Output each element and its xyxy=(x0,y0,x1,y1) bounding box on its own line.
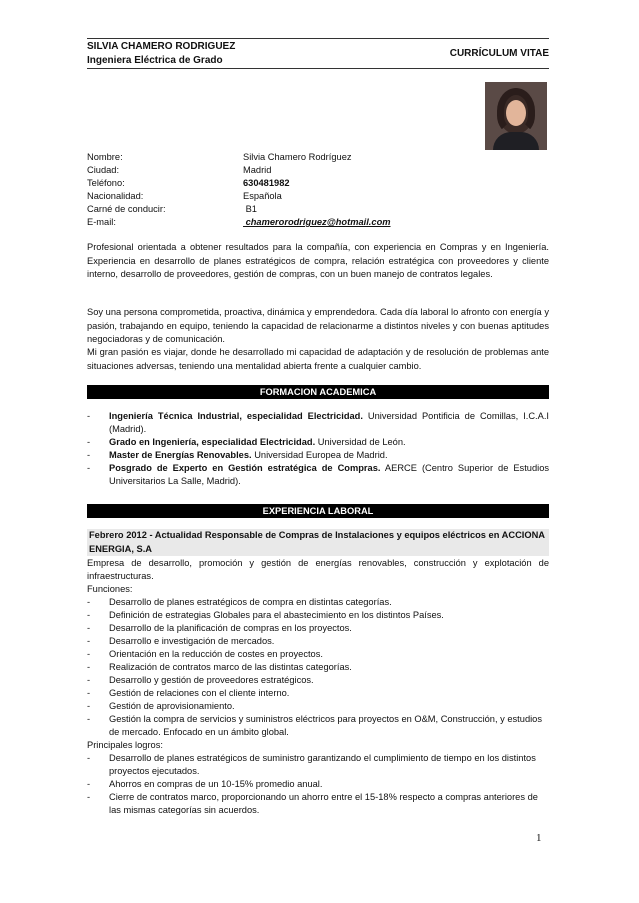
achievements-label: Principales logros: xyxy=(87,740,163,750)
function-text: Gestión de relaciones con el cliente interno. xyxy=(109,688,290,698)
education-list xyxy=(87,410,549,488)
profile-paragraph-1: Profesional orientada a obtener resultados para la compañía, con experiencia en Compras y en Ingeniería. Experiencia en desarrollo de planes estratégicos de compra, relación estratégica con proveedores y cliente interno, desarrollo de proveedores, gestión de compras, con un buen manejo de contratos legales. xyxy=(87,242,549,280)
info-row-email xyxy=(87,216,549,229)
achievement-text: Desarrollo de planes estratégicos de suministro garantizando el cumplimiento de tiempo en los distintos proyectos ejecutados. xyxy=(109,753,536,776)
info-row-phone xyxy=(87,177,549,190)
list-item: - Cierre de contratos marco, proporcionando un ahorro entre el 15-18% respecto a compras anteriores de las mismas categorías sin acuerdos. xyxy=(87,791,549,817)
list-item: - Master de Energías Renovables. Universidad Europea de Madrid. xyxy=(87,450,388,460)
list-item: - Desarrollo de la planificación de compras en los proyectos. xyxy=(87,622,549,635)
function-text: Gestión de aprovisionamiento. xyxy=(109,701,235,711)
personal-info xyxy=(87,151,549,229)
list-item: - Orientación en la reducción de costes en proyectos. xyxy=(87,648,549,661)
functions-label: Funciones: xyxy=(87,584,133,594)
info-value: Española xyxy=(243,191,282,201)
document-title: CURRÍCULUM VITAE xyxy=(449,48,549,59)
function-text: Desarrollo de la planificación de compras en los proyectos. xyxy=(109,623,352,633)
function-text: Orientación en la reducción de costes en proyectos. xyxy=(109,649,323,659)
info-key: Nombre: xyxy=(87,152,123,162)
list-item: - Definición de estrategias Globales para el abastecimiento en los distintos Países. xyxy=(87,609,549,622)
info-key: Carné de conducir: xyxy=(87,204,166,214)
page-header xyxy=(87,40,549,68)
profile-photo xyxy=(485,82,547,150)
function-text: Gestión la compra de servicios y suministros eléctricos para proyectos en O&M, Construcción, y estudios de mercado. Enfocado en un ámbito global. xyxy=(109,714,542,737)
info-key: Ciudad: xyxy=(87,165,120,175)
list-item: - Gestión la compra de servicios y suministros eléctricos para proyectos en O&M, Construcción, y estudios de mercado. Enfocado en un ámbito global. xyxy=(87,713,549,739)
info-row-nationality xyxy=(87,190,549,203)
achievement-text: Cierre de contratos marco, proporcionando un ahorro entre el 15-18% respecto a compras anteriores de las mismas categorías sin acuerdos. xyxy=(109,792,538,815)
degree-institution: Universidad Europea de Madrid. xyxy=(251,450,388,460)
degree-institution: AERCE (Centro Superior de Estudios Universitarios La Salle, Madrid). xyxy=(109,463,550,486)
degree-institution: Universidad de León. xyxy=(315,437,406,447)
info-key: Nacionalidad: xyxy=(87,191,144,201)
list-item: - Gestión de aprovisionamiento. xyxy=(87,700,549,713)
achievement-text: Ahorros en compras de un 10-15% promedio anual. xyxy=(109,779,323,789)
company-description: Empresa de desarrollo, promoción y gestión de energías renovables, construcción y explotación de infraestructuras. xyxy=(87,558,549,581)
function-text: Desarrollo de planes estratégicos de compra en distintas categorías. xyxy=(109,597,392,607)
page-number: 1 xyxy=(536,832,542,844)
info-row-name xyxy=(87,151,549,164)
function-text: Realización de contratos marco de las distintas categorías. xyxy=(109,662,352,672)
experience-body xyxy=(87,557,549,817)
job-heading xyxy=(87,529,549,556)
profile-paragraph-3: Mi gran pasión es viajar, donde he desarrollado mi capacidad de adaptación y de resolución de problemas ante situaciones adversas, teniendo una mentalidad abierta frente a cualquier cambio. xyxy=(87,347,549,371)
list-item: - Realización de contratos marco de las distintas categorías. xyxy=(87,661,549,674)
degree-title: Ingeniería Técnica Industrial, especialidad Electricidad. xyxy=(109,411,363,421)
section-heading-experience: EXPERIENCIA LABORAL xyxy=(87,504,549,518)
degree-institution: Universidad Pontificia de Comillas, I.C.A.I (Madrid). xyxy=(109,411,549,434)
list-item: - Ahorros en compras de un 10-15% promedio anual. xyxy=(87,778,549,791)
list-item: - Posgrado de Experto en Gestión estratégica de Compras. AERCE (Centro Superior de Estudios Universitarios La Salle, Madrid). xyxy=(87,463,550,486)
profile-paragraph-2: Soy una persona comprometida, proactiva, dinámica y emprendedora. Cada día laboral lo afronto con energía y pasión, trabajando en equipo, teniendo la capacidad de relacionarme a distintos niveles y con buenas aptitudes negociadoras y de comunicación. xyxy=(87,307,549,345)
info-key: E-mail: xyxy=(87,217,116,227)
info-value: B1 xyxy=(243,204,257,214)
list-item: - Desarrollo e investigación de mercados. xyxy=(87,635,549,648)
info-value: Madrid xyxy=(243,165,272,175)
list-item: - Gestión de relaciones con el cliente interno. xyxy=(87,687,549,700)
degree-title: Posgrado de Experto en Gestión estratégica de Compras. xyxy=(109,463,381,473)
job-title: Febrero 2012 - Actualidad Responsable de Compras de Instalaciones y equipos eléctricos en ACCIONA ENERGIA, S.A xyxy=(89,530,545,554)
list-item: - Desarrollo de planes estratégicos de suministro garantizando el cumplimiento de tiempo en los distintos proyectos ejecutados. xyxy=(87,752,549,778)
list-item: - Ingeniería Técnica Industrial, especialidad Electricidad. Universidad Pontificia de Comillas, I.C.A.I (Madrid). xyxy=(87,411,549,434)
list-item: - Grado en Ingeniería, especialidad Electricidad. Universidad de León. xyxy=(87,437,406,447)
header-bottom-rule xyxy=(87,68,549,69)
list-item: - Desarrollo de planes estratégicos de compra en distintas categorías. xyxy=(87,596,549,609)
degree-title: Master de Energías Renovables. xyxy=(109,450,252,460)
function-text: Definición de estrategias Globales para el abastecimiento en los distintos Países. xyxy=(109,610,444,620)
info-key: Teléfono: xyxy=(87,178,125,188)
info-row-city xyxy=(87,164,549,177)
function-text: Desarrollo e investigación de mercados. xyxy=(109,636,275,646)
email-link[interactable]: chamerorodriguez@hotmail.com xyxy=(243,217,391,227)
candidate-role: Ingeniera Eléctrica de Grado xyxy=(87,55,223,66)
candidate-name: SILVIA CHAMERO RODRIGUEZ xyxy=(87,41,236,52)
info-value: 630481982 xyxy=(243,178,290,188)
list-item: - Desarrollo y gestión de proveedores estratégicos. xyxy=(87,674,549,687)
function-text: Desarrollo y gestión de proveedores estratégicos. xyxy=(109,675,314,685)
header-top-rule xyxy=(87,38,549,39)
section-heading-education: FORMACION ACADEMICA xyxy=(87,385,549,399)
info-value: Silvia Chamero Rodríguez xyxy=(243,152,352,162)
degree-title: Grado en Ingeniería, especialidad Electricidad. xyxy=(109,437,316,447)
info-row-license xyxy=(87,203,549,216)
